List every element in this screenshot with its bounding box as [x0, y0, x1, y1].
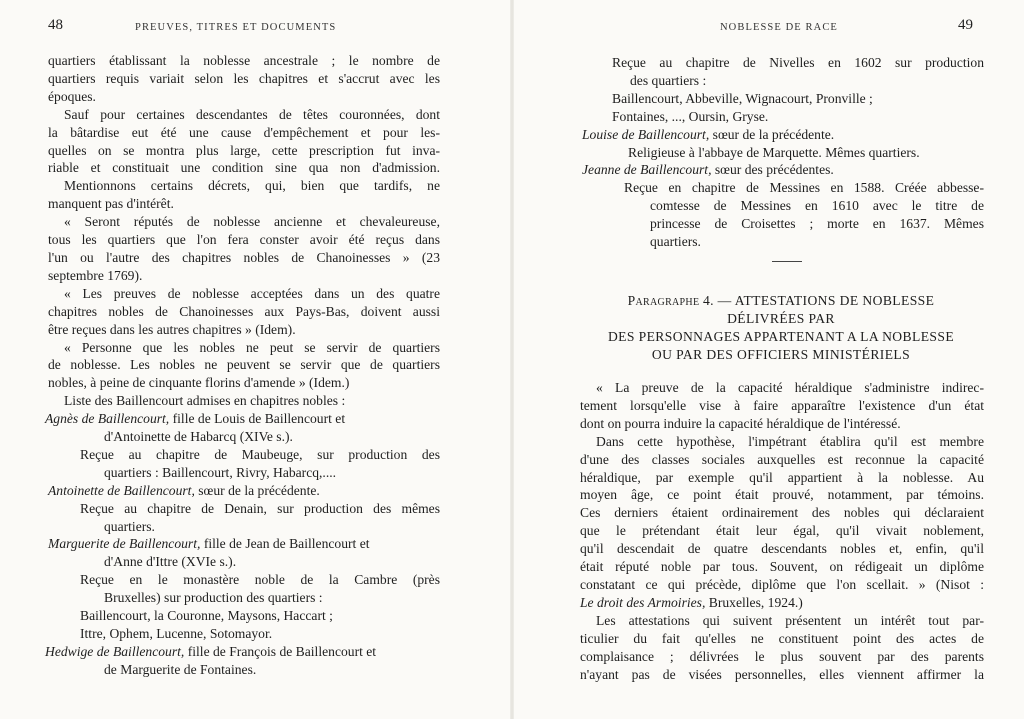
person-name: Antoinette de Baillencourt,: [48, 482, 195, 498]
text-line: Les attestations qui suivent présentent un intérêt tout par-: [596, 612, 984, 628]
text-line: Reçue au chapitre de Denain, sur production des mêmes: [80, 500, 440, 516]
text-line: Reçue au chapitre de Maubeuge, sur production des: [80, 446, 440, 462]
text-line: fille de Jean de Baillencourt et: [203, 536, 370, 552]
heading-line: DÉLIVRÉES PAR: [727, 310, 835, 326]
left-running-head: PREUVES, TITRES ET DOCUMENTS: [135, 22, 337, 33]
text-line: Baillencourt, la Couronne, Maysons, Haccart ;: [80, 608, 333, 624]
text-line: fille de Louis de Baillencourt et: [172, 411, 346, 427]
text-line: tement lorsqu'elle vise à faire apparaître l'existence d'un état: [580, 397, 984, 413]
text-line: Baillencourt, Abbeville, Wignacourt, Pronville ;: [612, 90, 873, 106]
text-line: qu'il descendait de quatre descendants nobles et, enfin, qu'il: [580, 541, 984, 557]
name-entry: [45, 643, 440, 661]
person-name: Jeanne de Baillencourt,: [582, 162, 712, 178]
text-line: Bruxelles) sur production des quartiers :: [104, 590, 323, 606]
person-name: Agnès de Baillencourt,: [45, 411, 170, 427]
text-line: septembre 1769).: [48, 267, 143, 283]
left-page-text: [45, 52, 440, 679]
text-line: tous les quartiers que l'on fera conster avoir été reçus dans: [48, 232, 440, 248]
right-page: [512, 0, 1024, 719]
heading-text: ATTESTATIONS DE NOBLESSE: [734, 293, 935, 308]
heading-line: OU PAR DES OFFICIERS MINISTÉRIELS: [651, 346, 911, 362]
text-line: des quartiers :: [630, 72, 707, 88]
left-page-number: 48: [48, 17, 63, 33]
text-line: manquent pas d'intérêt.: [48, 196, 174, 212]
text-line: quartiers : Baillencourt, Rivry, Habarcq,....: [104, 464, 337, 480]
text-line: quelles on se montra plus large, cette prescription fut inva-: [48, 142, 440, 158]
text-line: Fontaines, ..., Oursin, Gryse.: [612, 108, 769, 124]
text-line: moyen âge, ce point était prouvé, notamment, par témoins.: [580, 487, 984, 503]
name-entry: [45, 410, 440, 428]
text-line: chapitres nobles de Chanoinesses aux Pays-Bas, doivent aussi: [48, 303, 440, 319]
text-line: était réputé noble par tous. Souvent, on rédigeait un diplôme: [580, 559, 984, 575]
text-line: Mentionnons certains décrets, qui, bien que tardifs, ne: [64, 178, 440, 194]
text-line: sœur de la précédente.: [198, 482, 320, 498]
text-line: comtesse de Messines en 1610 avec le titre de: [650, 198, 984, 214]
text-line: sœur de la précédente.: [712, 126, 835, 142]
text-line: nobles, à peine de cinquante florins d'amende » (Idem.): [48, 375, 350, 391]
text-line: que le prétendant était leur égal, qu'il vivait noblement,: [580, 523, 984, 539]
text-line: d'Antoinette de Habarcq (XIVe s.).: [104, 429, 293, 445]
text-line: « La preuve de la capacité héraldique s'administre indirec-: [596, 380, 984, 395]
text-line: complaisance ; délivrées le plus souvent par des parents: [580, 648, 984, 664]
person-name: Louise de Baillencourt,: [582, 126, 710, 142]
text-line: constatant ce qui précède, diplôme que l'on scellait. » (Nisot :: [580, 576, 984, 592]
right-running-head: NOBLESSE DE RACE: [720, 22, 838, 33]
text-line: Reçue en le monastère noble de la Cambre (près: [80, 572, 440, 588]
text-line: la bâtardise eut été une cause d'empêchement et pour les-: [48, 124, 440, 140]
person-name: Hedwige de Baillencourt,: [45, 643, 185, 659]
text-line: être reçues dans les autres chapitres » (Idem).: [48, 321, 296, 337]
name-entry: [582, 161, 984, 179]
section-heading: [578, 292, 984, 364]
text-line: Ces derniers étaient ordinairement des nobles qui déclaraient: [580, 505, 984, 521]
text-line: de Marguerite de Fontaines.: [104, 661, 257, 677]
text-line: riable et constituait une condition sine qua non d'admission.: [48, 160, 440, 176]
text-line: époques.: [48, 88, 96, 104]
name-entry: [48, 482, 440, 500]
text-line: ticulier du fait qu'elles ne constituent point des actes de: [580, 630, 984, 646]
text-line: princesse de Croisettes ; morte en 1637. Mêmes: [650, 216, 984, 232]
section-label: Paragraphe 4.: [627, 293, 714, 308]
book-title: Le droit des Armoiries,: [580, 594, 706, 610]
text-line: Religieuse à l'abbaye de Marquette. Mêmes quartiers.: [628, 144, 920, 160]
name-entry: [582, 126, 984, 144]
name-entry: [48, 535, 440, 553]
person-name: Marguerite de Baillencourt,: [48, 536, 201, 552]
text-line: sœur des précédentes.: [714, 162, 834, 178]
text-line: fille de François de Baillencourt et: [187, 643, 377, 659]
text-line: Dans cette hypothèse, l'impétrant établira qu'il est membre: [596, 433, 984, 449]
right-page-number: 49: [958, 17, 973, 33]
text-line: n'ayant pas de visées personnelles, elles viennent affirmer la: [580, 666, 984, 682]
text-line: quartiers établissant la noblesse ancestrale ; le nombre de: [48, 53, 440, 68]
section-dash: —: [717, 293, 732, 308]
text-line: Bruxelles, 1924.): [708, 594, 803, 610]
text-line: l'un ou l'autre des chapitres nobles de Chanoinesses » (23: [48, 249, 440, 265]
text-line: « Les preuves de noblesse acceptées dans un des quatre: [64, 285, 440, 301]
text-line: Reçue en chapitre de Messines en 1588. Créée abbesse-: [624, 180, 984, 196]
right-entries: [582, 54, 984, 262]
text-line: d'Anne d'Ittre (XVIe s.).: [104, 554, 237, 570]
text-line: Ittre, Ophem, Lucenne, Sotomayor.: [80, 626, 273, 641]
text-line: dont on pourra induire la capacité héraldique de l'intéressé.: [580, 415, 901, 431]
citation-line: [580, 594, 984, 612]
text-line: Reçue au chapitre de Nivelles en 1602 sur production: [612, 55, 984, 70]
text-line: quartiers.: [650, 234, 701, 250]
text-line: quartiers.: [104, 518, 155, 534]
text-line: héraldique, par exemple qu'il appartient à la noblesse. Au: [580, 469, 984, 485]
text-line: d'une des classes sociales auxquelles est reconnue la capacité: [580, 451, 984, 467]
heading-line: DES PERSONNAGES APPARTENANT A LA NOBLESSE: [607, 328, 955, 344]
section-rule: [772, 261, 802, 262]
text-line: Sauf pour certaines descendantes de têtes couronnées, dont: [64, 106, 440, 122]
text-line: « Seront réputés de noblesse ancienne et chevaleureuse,: [64, 214, 440, 230]
text-line: Liste des Baillencourt admises en chapitres nobles :: [64, 393, 346, 409]
right-body-text: [580, 379, 984, 683]
heading-line: [578, 292, 984, 310]
text-line: « Personne que les nobles ne peut se servir de quartiers: [64, 339, 440, 355]
text-line: de noblesse. Les nobles ne peuvent se servir que de quartiers: [48, 357, 440, 373]
text-line: quartiers requis variait selon les chapitres et s'accrut avec les: [48, 70, 440, 86]
